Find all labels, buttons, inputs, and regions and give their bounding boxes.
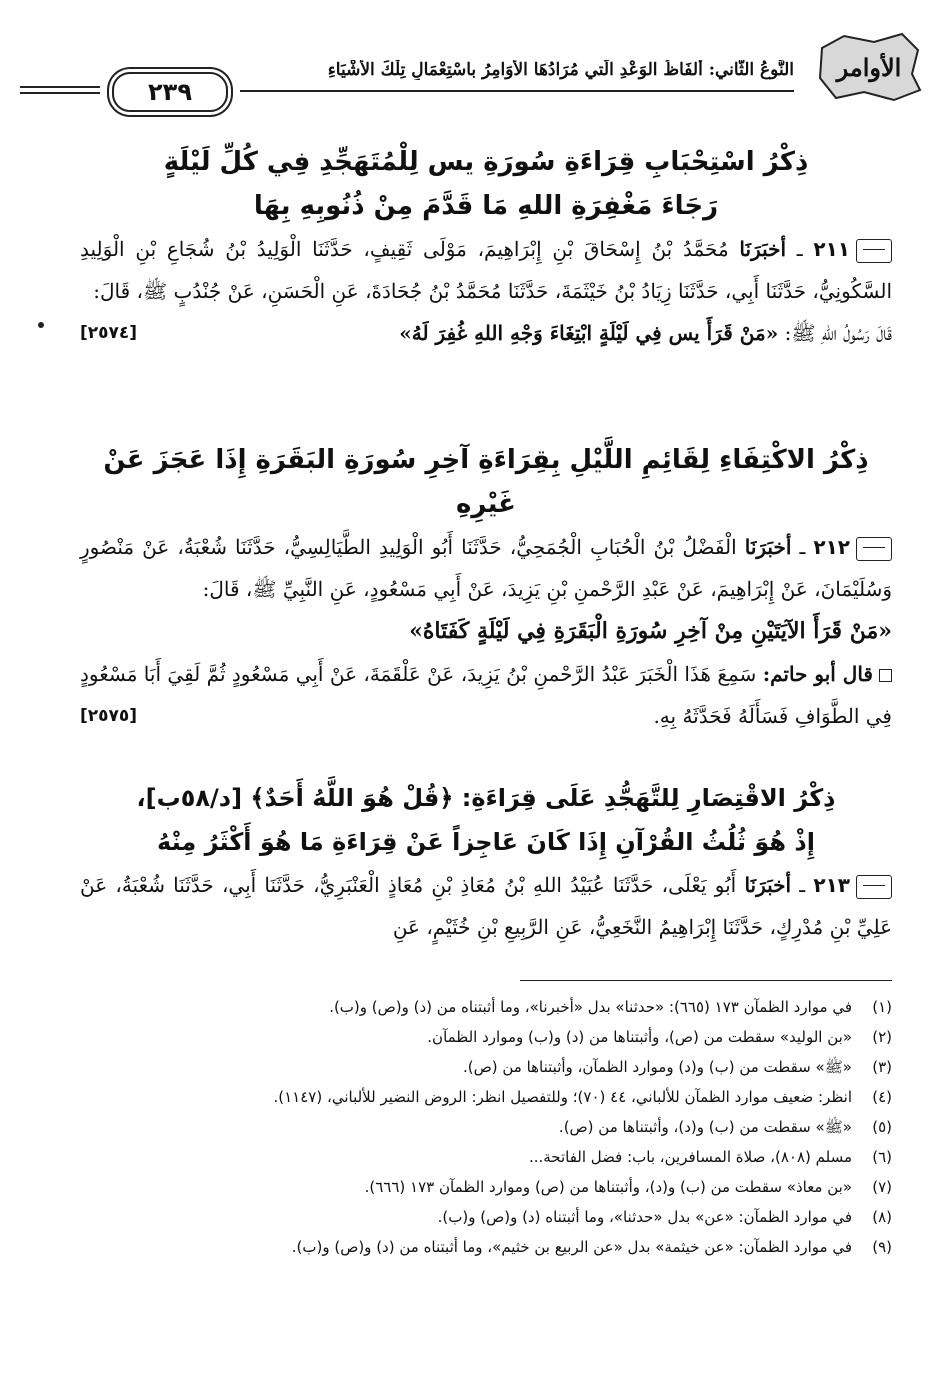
footnote-rule	[520, 980, 892, 981]
hadith-badge-icon	[856, 537, 892, 561]
hadith-212-matn	[80, 610, 892, 653]
hadith-212-note	[80, 653, 892, 737]
footnote: (٨) في موارد الظمآن: «عن» بدل «حدثنا»، وما أثبتناه (د) و(ص) و(ب).	[437, 1208, 892, 1226]
hadith-ref: [٢٥٧٤]	[80, 323, 138, 343]
section-1	[80, 140, 892, 354]
note-square-icon	[879, 669, 892, 682]
matn-intro: قَالَ رَسُولُ اللهِ ﷺ:	[784, 321, 892, 345]
matn-text: «مَنْ قَرَأَ الآيَتَيْنِ مِنْ آخِرِ سُورَةِ الْبَقَرَةِ فِي لَيْلَةٍ كَفَتَاهُ»	[409, 618, 892, 644]
hadith-213: ٢١٣ ـ أخبَرَنَا أَبُو يَعْلَى، حَدَّثَنَا عُبَيْدُ اللهِ بْنُ مُعَاذِ بْنِ مُعَاذٍ الْعَنْبَرِيُّ، حَدَّثَنَا أَبِي، حَدَّثَنَا شُعْبَةُ، عَنْ عَلِيِّ بْنِ مُدْرِكٍ، حَدَّثَنَا إِبْرَاهِيمُ النَّخَعِيُّ، عَنِ الرَّبِيعِ بْنِ خُثَيْمٍ، عَنِ	[80, 873, 892, 939]
footnote: (٣) «ﷺ» سقطت من (ب) و(د) وموارد الظمآن، وأثبتناها من (ص).	[462, 1058, 892, 1076]
matn-text: «مَنْ قَرَأَ يس فِي لَيْلَةٍ ابْتِغَاءَ وَجْهِ اللهِ غُفِرَ لَهُ»	[399, 321, 779, 345]
footnote: (٢) «بن الوليد» سقطت من (ص)، وأثبتناها من (د) و(ب) وموارد الظمآن.	[427, 1028, 892, 1046]
section-1-heading-line-1: ذِكْرُ اسْتِحْبَابِ قِرَاءَةِ سُورَةِ يس لِلْمُتَهَجِّدِ فِي كُلِّ لَيْلَةٍ	[163, 147, 809, 177]
hadith-ref: [٢٥٧٥]	[80, 706, 138, 726]
hadith-number: ٢١٢	[813, 535, 850, 559]
akhbarana-label: أخبَرَنَا	[744, 873, 792, 897]
note-text: سَمِعَ هَذَا الْخَبَرَ عَبْدُ الرَّحْمنِ بْنُ يَزِيدَ، عَنْ عَلْقَمَةَ، عَنْ أَبِي مَسْعُودٍ ثُمَّ لَقِيَ أَبَا مَسْعُودٍ فِي الطَّوَافِ فَسَأَلَهُ فَحَدَّثَهُ بِهِ.	[80, 662, 892, 728]
page-number: ٢٣٩	[112, 72, 228, 112]
running-title: النَّوعُ الثَّاني: أَلفَاظُ الوَعْدِ الَّتي مُرَادُهَا الأوَامِرُ باسْتِعْمَالِ تِلْكَ الأشْيَاءِ	[327, 60, 794, 80]
isnad-text: أَبُو يَعْلَى، حَدَّثَنَا عُبَيْدُ اللهِ بْنُ مُعَاذِ بْنِ مُعَاذٍ الْعَنْبَرِيُّ، حَدَّثَنَا أَبِي، حَدَّثَنَا شُعْبَةُ، عَنْ عَلِيِّ بْنِ مُدْرِكٍ، حَدَّثَنَا إِبْرَاهِيمُ النَّخَعِيُّ، عَنِ الرَّبِيعِ بْنِ خُثَيْمٍ، عَنِ	[80, 873, 892, 939]
isnad-text: مُحَمَّدُ بْنُ إِسْحَاقَ بْنِ إِبْرَاهِيمَ، مَوْلَى ثَقِيفٍ، حَدَّثَنَا الْوَلِيدُ بْنُ شُجَاعِ بْنِ الْوَلِيدِ السَّكُونِيُّ، حَدَّثَنَا أَبِي، حَدَّثَنَا زِيَادُ بْنُ خَيْثَمَةَ، حَدَّثَنَا مُحَمَّدُ بْنُ جُحَادَةَ، عَنِ الْحَسَنِ، عَنْ جُنْدُبٍ ﷺ، قَالَ:	[80, 237, 892, 303]
section-3-heading-line-1: ذِكْرُ الاقْتِصَارِ لِلتَّهَجُّدِ عَلَى قِرَاءَةِ: ﴿قُلْ هُوَ اللَّهُ أَحَدٌ﴾ [د/٥٨ب]،	[136, 784, 836, 812]
hadith-212: ٢١٢ ـ أخبَرَنَا الْفَضْلُ بْنُ الْحُبَابِ الْجُمَحِيُّ، حَدَّثَنَا أَبُو الْوَلِيدِ الطَّيَالِسِيُّ، حَدَّثَنَا شُعْبَةُ، عَنْ مَنْصُورٍ وَسُلَيْمَانَ، عَنْ إِبْرَاهِيمَ، عَنْ عَبْدِ الرَّحْمنِ بْنِ يَزِيدَ، عَنْ أَبِي مَسْعُودٍ، عَنِ النَّبِيِّ ﷺ، قَالَ:	[80, 535, 892, 601]
hadith-badge-icon	[856, 875, 892, 899]
section-2	[80, 438, 892, 737]
footnote: (٤) انظر: ضعيف موارد الظمآن للألباني، ٤٤ (٧٠)؛ وللتفصيل انظر: الروض النضير للألباني، (١١٤٧).	[273, 1088, 892, 1106]
header-rule-left	[20, 86, 100, 88]
akhbarana-label: أخبَرَنَا	[744, 535, 792, 559]
hadith-211-matn	[80, 312, 892, 354]
footnote: (٧) «بن معاذ» سقطت من (ب) و(د)، وأثبتناها من (ص) وموارد الظمآن ١٧٣ (٦٦٦).	[364, 1178, 892, 1196]
section-2-heading-line-1: ذِكْرُ الاكْتِفَاءِ لِقَائِمِ اللَّيْلِ بِقِرَاءَةِ آخِرِ سُورَةِ البَقَرَةِ إِذَا عَجَزَ عَنْ غَيْرِهِ	[103, 445, 869, 519]
isnad-text: الْفَضْلُ بْنُ الْحُبَابِ الْجُمَحِيُّ، حَدَّثَنَا أَبُو الْوَلِيدِ الطَّيَالِسِيُّ، حَدَّثَنَا شُعْبَةُ، عَنْ مَنْصُورٍ وَسُلَيْمَانَ، عَنْ إِبْرَاهِيمَ، عَنْ عَبْدِ الرَّحْمنِ بْنِ يَزِيدَ، عَنْ أَبِي مَسْعُودٍ، عَنِ النَّبِيِّ ﷺ، قَالَ:	[80, 535, 892, 601]
margin-dot	[38, 322, 44, 328]
hadith-211: ٢١١ ـ أخبَرَنَا مُحَمَّدُ بْنُ إِسْحَاقَ بْنِ إِبْرَاهِيمَ، مَوْلَى ثَقِيفٍ، حَدَّثَنَا الْوَلِيدُ بْنُ شُجَاعِ بْنِ الْوَلِيدِ السَّكُونِيُّ، حَدَّثَنَا أَبِي، حَدَّثَنَا زِيَادُ بْنُ خَيْثَمَةَ، حَدَّثَنَا مُحَمَّدُ بْنُ جُحَادَةَ، عَنِ الْحَسَنِ، عَنْ جُنْدُبٍ ﷺ، قَالَ:	[80, 237, 892, 303]
footnotes	[80, 992, 892, 1262]
note-label: قال أبو حاتم:	[762, 662, 873, 686]
footnote: (١) في موارد الظمآن ١٧٣ (٦٦٥): «حدثنا» بدل «أخبرنا»، وما أثبتناه من (د) و(ص) و(ب).	[329, 998, 892, 1016]
footnote: (٦) مسلم (٨٠٨)، صلاة المسافرين، باب: فضل الفاتحة...	[528, 1148, 892, 1166]
footnote: (٥) «ﷺ» سقطت من (ب) و(د)، وأثبتناها من (ص).	[558, 1118, 892, 1136]
section-logo-icon	[814, 28, 924, 104]
section-3	[80, 776, 892, 948]
section-3-heading-line-2: إِذْ هُوَ ثُلُثُ القُرْآنِ إِذَا كَانَ عَاجِزاً عَنْ قِرَاءَةِ مَا هُوَ أَكْثَرُ مِنْهُ	[157, 828, 815, 856]
hadith-badge-icon	[856, 239, 892, 263]
hadith-number: ٢١٣	[813, 873, 850, 897]
footnote: (٩) في موارد الظمآن: «عن خيثمة» بدل «عن الربيع بن خثيم»، وما أثبتناه من (د) و(ص) و(ب).	[291, 1238, 892, 1256]
section-1-heading-line-2: رَجَاءَ مَغْفِرَةِ اللهِ مَا قَدَّمَ مِنْ ذُنُوبِهِ بِهَا	[253, 191, 719, 221]
logo-text: الأوامر	[836, 53, 902, 82]
akhbarana-label: أخبَرَنَا	[739, 237, 787, 261]
hadith-number: ٢١١	[813, 237, 850, 261]
header-rule-left-2	[20, 92, 100, 94]
running-title-rule	[240, 90, 794, 92]
